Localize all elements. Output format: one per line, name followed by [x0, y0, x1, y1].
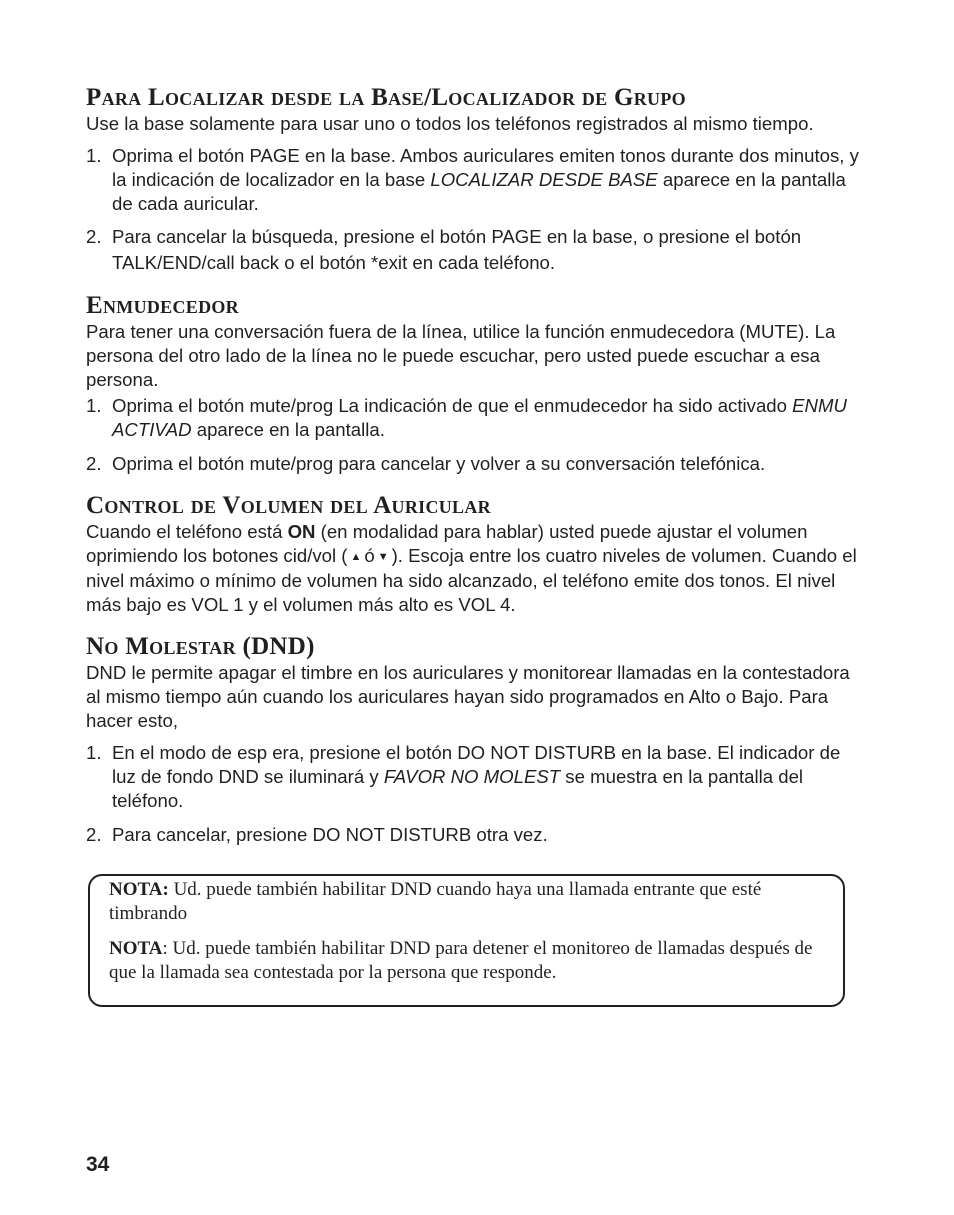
- section-title-page: Para Localizar desde la Base/Localizador de Grupo: [86, 84, 686, 111]
- list-item: 1. En el modo de esp era, presione el botón DO NOT DISTURB en la base. El indicador de luz de fondo DND se iluminará y FAVOR NO MOLEST se muestra en la pantalla del teléfono.: [86, 742, 841, 811]
- page-content: [86, 84, 868, 847]
- list-item: 1. Oprima el botón mute/prog La indicación de que el enmudecedor ha sido activado ENMU ACTIVAD aparece en la pantalla.: [86, 395, 847, 440]
- section-intro-mute: Para tener una conversación fuera de la línea, utilice la función enmudecedora (MUTE). La persona del otro lado de la línea no le puede escuchar, pero usted puede escuchar a esa persona.: [86, 321, 836, 390]
- down-arrow-icon: ▼: [377, 551, 389, 563]
- section-title-dnd: No Molestar (DND): [86, 633, 315, 660]
- note-2: NOTA: Ud. puede también habilitar DND para detener el monitoreo de llamadas después de que la llamada sea contestada por la persona que responde.: [109, 938, 813, 983]
- note-1: NOTA: Ud. puede también habilitar DND cuando haya una llamada entrante que esté timbrando: [109, 879, 762, 924]
- list-item: 2. Oprima el botón mute/prog para cancelar y volver a su conversación telefónica.: [86, 453, 766, 474]
- section-intro-page: Use la base solamente para usar uno o todos los teléfonos registrados al mismo tiempo.: [86, 113, 814, 134]
- section-intro-dnd: DND le permite apagar el timbre en los auriculares y monitorear llamadas en la contestadora al mismo tiempo aún cuando los auriculares hayan sido programados en Alto o Bajo. Para hacer esto,: [86, 662, 850, 731]
- page-number: 34: [86, 1153, 110, 1176]
- list-item: 2. Para cancelar, presione DO NOT DISTURB otra vez.: [86, 824, 548, 845]
- steps-list-dnd: [86, 741, 868, 847]
- list-item: 2. Para cancelar la búsqueda, presione el botón PAGE en la base, o presione el botón TALK/END/call back o el botón *exit en cada teléfono.: [86, 226, 802, 273]
- section-title-mute: Enmudecedor: [86, 292, 239, 319]
- steps-list-page: [86, 144, 868, 276]
- steps-list-mute: [86, 394, 868, 476]
- section-title-volume: Control de Volumen del Auricular: [86, 492, 491, 519]
- list-item: 1. Oprima el botón PAGE en la base. Ambos auriculares emiten tonos durante dos minutos, y la indicación de localizador en la base LOCALIZAR DESDE BASE aparece en la pantalla de cada auricular.: [86, 145, 859, 214]
- up-arrow-icon: ▲: [350, 551, 362, 563]
- note-box: [88, 874, 845, 1007]
- section-text-volume: Cuando el teléfono está ON (en modalidad para hablar) usted puede ajustar el volumen oprimiendo los botones cid/vol ( ▲ ó ▼ ). Escoja entre los cuatro niveles de volumen. Cuando el nivel máximo o mínimo de volumen ha sido alcanzado, el teléfono emite dos tonos. El nivel más bajo es VOL 1 y el volumen más alto es VOL 4.: [86, 521, 857, 615]
